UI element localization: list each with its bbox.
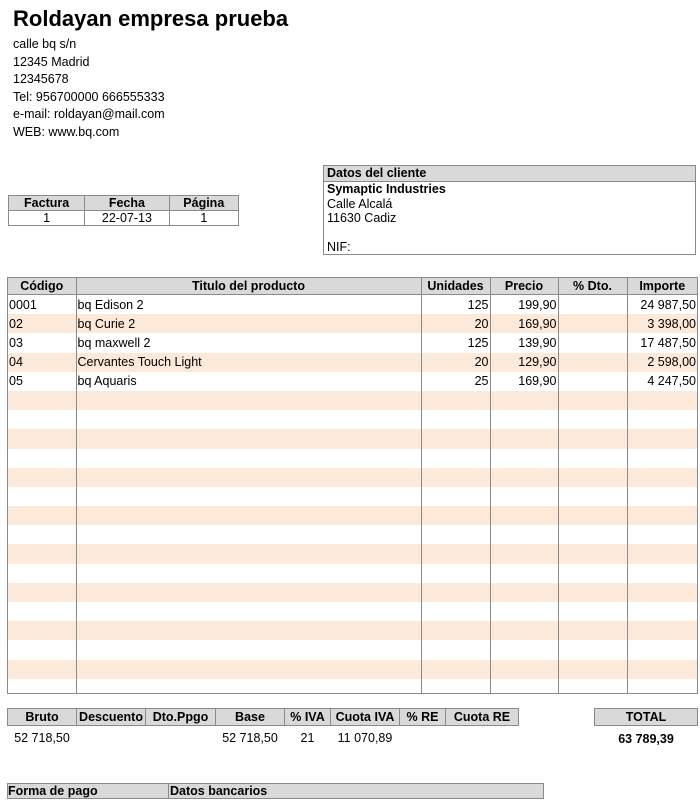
item-discount [558,506,627,525]
table-row [8,333,697,352]
item-units [421,602,490,621]
payment-bar [7,783,544,799]
item-price: 169,90 [490,372,558,391]
item-discount [558,429,627,448]
table-row [8,564,697,583]
item-code [8,564,76,583]
item-title [76,660,421,679]
item-title [76,449,421,468]
item-units [421,621,490,640]
totals-header-discount: Descuento [77,709,146,726]
item-amount [627,564,697,583]
client-header: Datos del cliente [324,166,695,182]
item-price [490,525,558,544]
item-code: 05 [8,372,76,391]
item-discount [558,468,627,487]
item-amount: 2 598,00 [627,353,697,372]
item-units [421,429,490,448]
item-code: 03 [8,333,76,352]
item-discount [558,660,627,679]
item-units [421,410,490,429]
item-discount [558,679,627,694]
item-discount [558,564,627,583]
table-row [8,353,697,372]
item-price [490,640,558,659]
item-code [8,640,76,659]
item-code [8,487,76,506]
item-amount: 4 247,50 [647,374,696,389]
client-name: Symaptic Industries [327,182,446,196]
item-code [8,525,76,544]
item-amount: 24 987,50 [640,297,696,312]
table-row [8,391,697,410]
item-title [76,506,421,525]
client-box [323,165,696,255]
item-code [8,391,76,410]
item-price [490,468,558,487]
totals-base: 52 718,50 [222,731,278,745]
item-amount: 3 398,00 [627,314,697,333]
company-address-line: 12345 Madrid [13,54,90,69]
item-title [76,487,421,506]
item-discount [558,353,627,372]
table-row [8,372,697,391]
item-title: bq Curie 2 [76,314,421,333]
item-discount [558,314,627,333]
item-price [490,429,558,448]
item-code [8,621,76,640]
company-address-line: calle bq s/n [13,37,77,51]
item-title [76,621,421,640]
item-units [421,487,490,506]
item-price [490,410,558,429]
item-amount [627,410,697,429]
item-units [421,640,490,659]
item-title [76,468,421,487]
company-web: WEB: www.bq.com [13,125,120,139]
table-row [8,410,697,429]
item-price [490,602,558,621]
item-price: 199,90 [490,295,558,315]
items-table-body [8,295,697,695]
item-price [490,621,558,640]
item-title [76,640,421,659]
item-title [76,564,421,583]
table-row [8,314,697,333]
bank-details-label: Datos bancarios [170,784,268,798]
column-header-code: Código [8,278,76,295]
column-header-discount: % Dto. [558,278,627,295]
item-units: 125 [421,295,490,315]
item-discount [558,449,627,468]
item-units [421,564,490,583]
item-units [421,506,490,525]
item-title [76,410,421,429]
item-code [8,660,76,679]
item-code [8,449,76,468]
item-price [490,583,558,602]
totals-discount [77,726,146,751]
item-discount [558,333,627,352]
item-discount [558,295,627,315]
item-price [490,506,558,525]
grand-total-table [594,708,698,752]
client-blank [324,226,695,241]
item-code [8,506,76,525]
table-row [8,544,697,563]
item-discount [558,602,627,621]
client-city: 11630 Cadiz [327,211,397,225]
table-row [8,429,697,448]
invoice-number: 1 [9,211,85,226]
item-discount [558,525,627,544]
item-amount: 17 487,50 [640,335,696,350]
item-price: 169,90 [490,314,558,333]
totals-prompt-payment [146,726,216,751]
item-code [8,468,76,487]
column-header-price: Precio [490,278,558,295]
item-discount [558,372,627,391]
item-title [76,544,421,563]
item-amount [627,506,697,525]
table-row [8,660,697,679]
table-row [8,468,697,487]
item-price [490,449,558,468]
invoice-page: 1 [169,211,238,226]
item-units: 20 [421,314,490,333]
item-amount [627,621,697,640]
totals-re-rate [400,726,446,751]
item-units [421,660,490,679]
item-discount [558,487,627,506]
item-title [76,679,421,694]
invoice-date: 22-07-13 [85,211,169,226]
item-code: 02 [8,314,76,333]
totals-header-re-rate: % RE [400,709,446,726]
totals-header-re-amount: Cuota RE [446,709,519,726]
totals-table [7,708,519,750]
item-price [490,564,558,583]
totals-header-vat-rate: % IVA [285,709,331,726]
item-units [421,525,490,544]
item-discount [558,640,627,659]
item-amount [627,468,697,487]
item-units [421,679,490,694]
item-amount [627,602,697,621]
item-discount [558,391,627,410]
table-row [8,679,697,694]
column-header-amount: Importe [627,278,697,295]
item-price [490,660,558,679]
item-amount [627,525,697,544]
table-row [8,583,697,602]
table-row [8,621,697,640]
item-code [8,429,76,448]
item-price [490,544,558,563]
item-code: 0001 [8,295,76,315]
item-code: 04 [8,353,76,372]
company-phone: Tel: 956700000 666555333 [13,89,165,104]
item-title [76,583,421,602]
item-discount [558,621,627,640]
item-price [490,679,558,694]
client-nif: NIF: [327,240,351,254]
item-title [76,391,421,410]
table-row [8,295,697,315]
item-amount [627,429,697,448]
item-amount [627,640,697,659]
item-title [76,525,421,544]
item-price [490,391,558,410]
payment-divider [168,784,169,799]
item-price: 139,90 [490,333,558,352]
item-title: bq Edison 2 [76,295,421,315]
item-code [8,679,76,694]
item-units [421,468,490,487]
item-title: bq maxwell 2 [76,333,421,352]
item-code [8,583,76,602]
table-row [8,640,697,659]
item-title: Cervantes Touch Light [76,353,421,372]
totals-header-base: Base [216,709,285,726]
item-discount [558,583,627,602]
items-table [8,278,697,694]
item-discount [558,410,627,429]
table-row [8,449,697,468]
invoice-date-header: Fecha [85,196,169,211]
item-amount [627,449,697,468]
item-units: 125 [421,333,490,352]
items-table-container [7,277,698,694]
totals-gross: 52 718,50 [14,731,70,745]
item-code [8,544,76,563]
item-code [8,410,76,429]
item-units [421,583,490,602]
payment-method-label: Forma de pago [8,784,98,798]
totals-re-amount [446,726,519,751]
item-units [421,544,490,563]
company-email: e-mail: roldayan@mail.com [13,107,165,122]
item-price: 129,90 [490,353,558,372]
totals-header-prompt-payment: Dto.Ppgo [146,709,216,726]
item-amount [627,679,697,694]
item-title: bq Aquaris [76,372,421,391]
company-address-line: 12345678 [13,72,69,87]
item-price [490,487,558,506]
item-amount [627,544,697,563]
item-title [76,602,421,621]
company-name: Roldayan empresa prueba [13,6,289,31]
table-row [8,602,697,621]
invoice-meta-table [8,195,239,226]
totals-vat-amount: 11 070,89 [337,731,393,745]
column-header-title: Titulo del producto [76,278,421,295]
item-units [421,449,490,468]
table-row [8,525,697,544]
totals-header-gross: Bruto [8,709,77,726]
grand-total-value: 63 789,39 [618,732,674,746]
item-units: 20 [421,353,490,372]
column-header-units: Unidades [421,278,490,295]
table-row [8,506,697,525]
item-code [8,602,76,621]
grand-total-header: TOTAL [595,709,698,726]
client-street: Calle Alcalá [327,196,393,211]
item-amount [627,487,697,506]
invoice-page-header: Página [169,196,238,211]
totals-header-vat-amount: Cuota IVA [331,709,400,726]
item-title [76,429,421,448]
item-amount [627,660,697,679]
item-amount [627,391,697,410]
item-units [421,391,490,410]
invoice-number-header: Factura [9,196,85,211]
item-amount [627,583,697,602]
item-units: 25 [421,372,490,391]
item-discount [558,544,627,563]
totals-vat-rate: 21 [300,731,315,745]
table-row [8,487,697,506]
